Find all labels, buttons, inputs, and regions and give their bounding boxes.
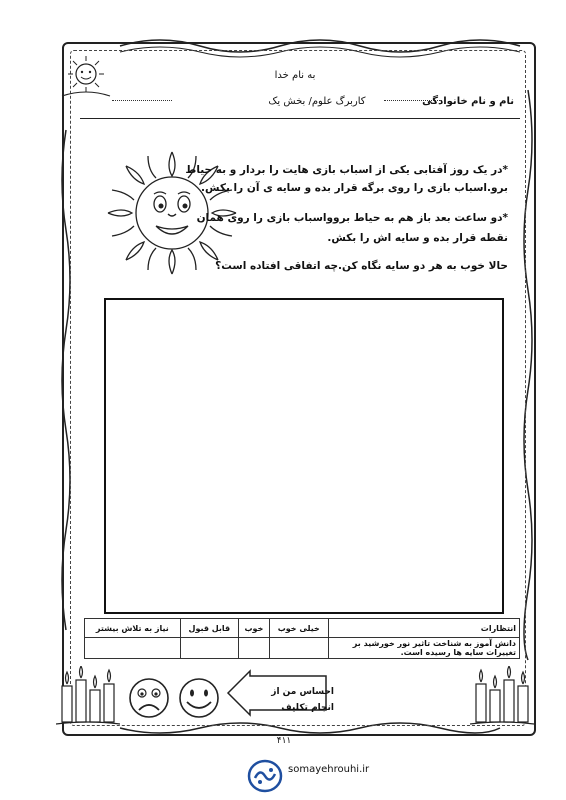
- grade-cell-good[interactable]: [238, 638, 269, 659]
- drawing-area[interactable]: [104, 298, 504, 614]
- level-good: خوب: [238, 619, 269, 638]
- level-needs-effort: نیاز به تلاش بیشتر: [85, 619, 181, 638]
- level-acceptable: قابل قبول: [180, 619, 238, 638]
- instruction-line: *دو ساعت بعد باز هم به حیاط بروواسباب بازی را روی همان: [196, 212, 508, 224]
- instruction-line: نقطه قرار بده و سایه اش را بکش.: [327, 232, 508, 244]
- site-logo-icon: [246, 758, 284, 794]
- page-title: به نام خدا: [274, 70, 316, 81]
- evaluation-rubric: [84, 618, 520, 659]
- expectation-text: دانش آموز به شناخت تاثیر نور خورشید بر تغییرات سایه ها رسیده است.: [328, 638, 519, 659]
- candles-left-icon: [56, 666, 120, 728]
- happy-face-icon[interactable]: [176, 676, 222, 720]
- grade-cell-needs-effort[interactable]: [85, 638, 181, 659]
- candles-right-icon: [470, 666, 534, 728]
- expectations-header: انتظارات: [328, 619, 519, 638]
- grade-cell-acceptable[interactable]: [180, 638, 238, 659]
- worksheet-label: کاربرگ علوم/ بخش یک: [268, 96, 366, 107]
- sad-face-icon[interactable]: [126, 676, 172, 720]
- instruction-line: برو.اسباب بازی را روی برگه قرار بده و سایه ی آن را بکش.: [201, 182, 508, 194]
- question-line: حالا خوب به هر دو سایه نگاه کن.چه اتفاقی افتاده است؟: [215, 260, 508, 272]
- instruction-line: *در یک روز آفتابی یکی از اسباب بازی هایت را بردار و به حیاط: [185, 164, 508, 176]
- corner-sun-icon: [58, 52, 114, 100]
- feedback-label: انجام تکلیف: [281, 703, 334, 713]
- grade-cell-very-good[interactable]: [269, 638, 328, 659]
- header-divider: [80, 118, 520, 119]
- level-very-good: خیلی خوب: [269, 619, 328, 638]
- name-label: نام و نام خانوادگی: [422, 96, 514, 107]
- class-field[interactable]: [112, 100, 172, 101]
- footer-site-link[interactable]: somayehrouhi.ir: [288, 764, 370, 775]
- feedback-label: احساس من از: [271, 687, 334, 697]
- name-field[interactable]: [384, 100, 440, 101]
- page-number: ۴۱۱: [276, 736, 292, 746]
